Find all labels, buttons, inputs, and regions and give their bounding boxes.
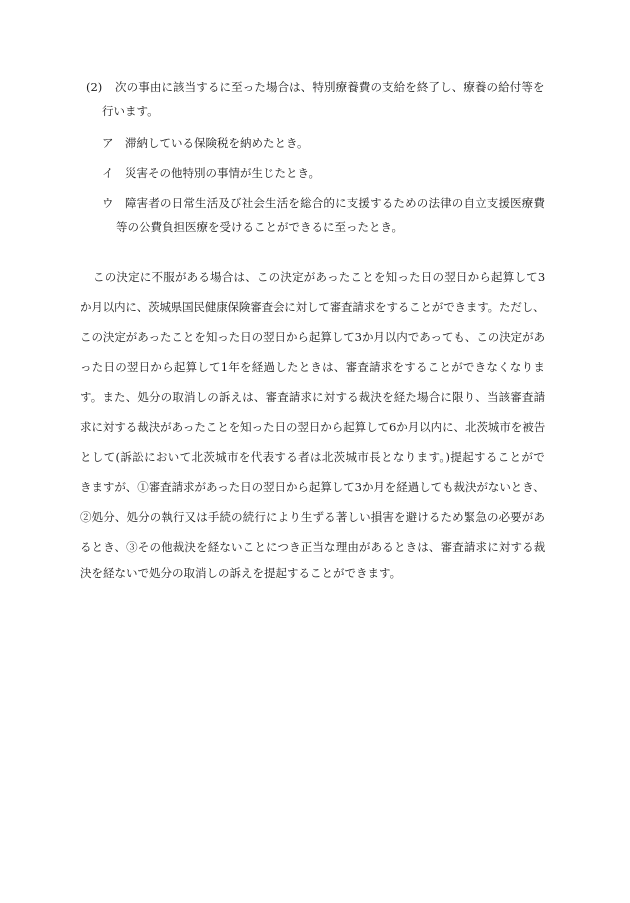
appeal-line-3: この決定があったことを知った日の翌日から起算して3か月以内であっても、この決定があ [80, 330, 546, 344]
appeal-line-7: として(訴訟において北茨城市を代表する者は北茨城市長となります。)提起することがで [80, 450, 546, 464]
appeal-line-8: きますが、①審査請求があった日の翌日から起算して3か月を経過しても裁決がないとき、 [80, 480, 545, 494]
item-a-line-1: 滞納している保険税を納めたとき。 [125, 136, 309, 150]
appeal-line-11: 決を経ないで処分の取消しの訴えを提起することができます。 [80, 566, 402, 580]
item-i-line-1: 災害その他特別の事情が生じたとき。 [125, 166, 321, 180]
section-number: (2) [86, 80, 103, 94]
item-u-line-1: 障害者の日常生活及び社会生活を総合的に支援するための法律の自立支援医療費 [125, 196, 546, 210]
item-u-marker: ウ [102, 196, 114, 210]
section-2-line-2: 行います。 [102, 104, 159, 118]
item-a-marker: ア [102, 136, 114, 150]
appeal-line-9: ②処分、処分の執行又は手続の続行により生ずる著しい損害を避けるため緊急の必要があ [80, 510, 546, 524]
appeal-line-2: か月以内に、茨城県国民健康保険審査会に対して審査請求をすることができます。ただし、 [80, 300, 545, 314]
appeal-line-4: った日の翌日から起算して1年を経過したときは、審査請求をすることができなくなりま [80, 360, 546, 374]
appeal-line-10: るとき、③その他裁決を経ないことにつき正当な理由があるときは、審査請求に対する裁 [80, 540, 546, 554]
appeal-line-5: す。また、処分の取消しの訴えは、審査請求に対する裁決を経た場合に限り、当該審査請 [80, 390, 546, 404]
appeal-line-6: 求に対する裁決があったことを知った日の翌日から起算して6か月以内に、北茨城市を被告 [80, 420, 546, 434]
item-i-marker: イ [102, 166, 114, 180]
appeal-line-1: この決定に不服がある場合は、この決定があったことを知った日の翌日から起算して3 [93, 270, 546, 284]
section-2-line-1: 次の事由に該当するに至った場合は、特別療養費の支給を終了し、療養の給付等を [115, 80, 545, 94]
item-u-line-2: 等の公費負担医療を受けることができるに至ったとき。 [116, 220, 404, 234]
